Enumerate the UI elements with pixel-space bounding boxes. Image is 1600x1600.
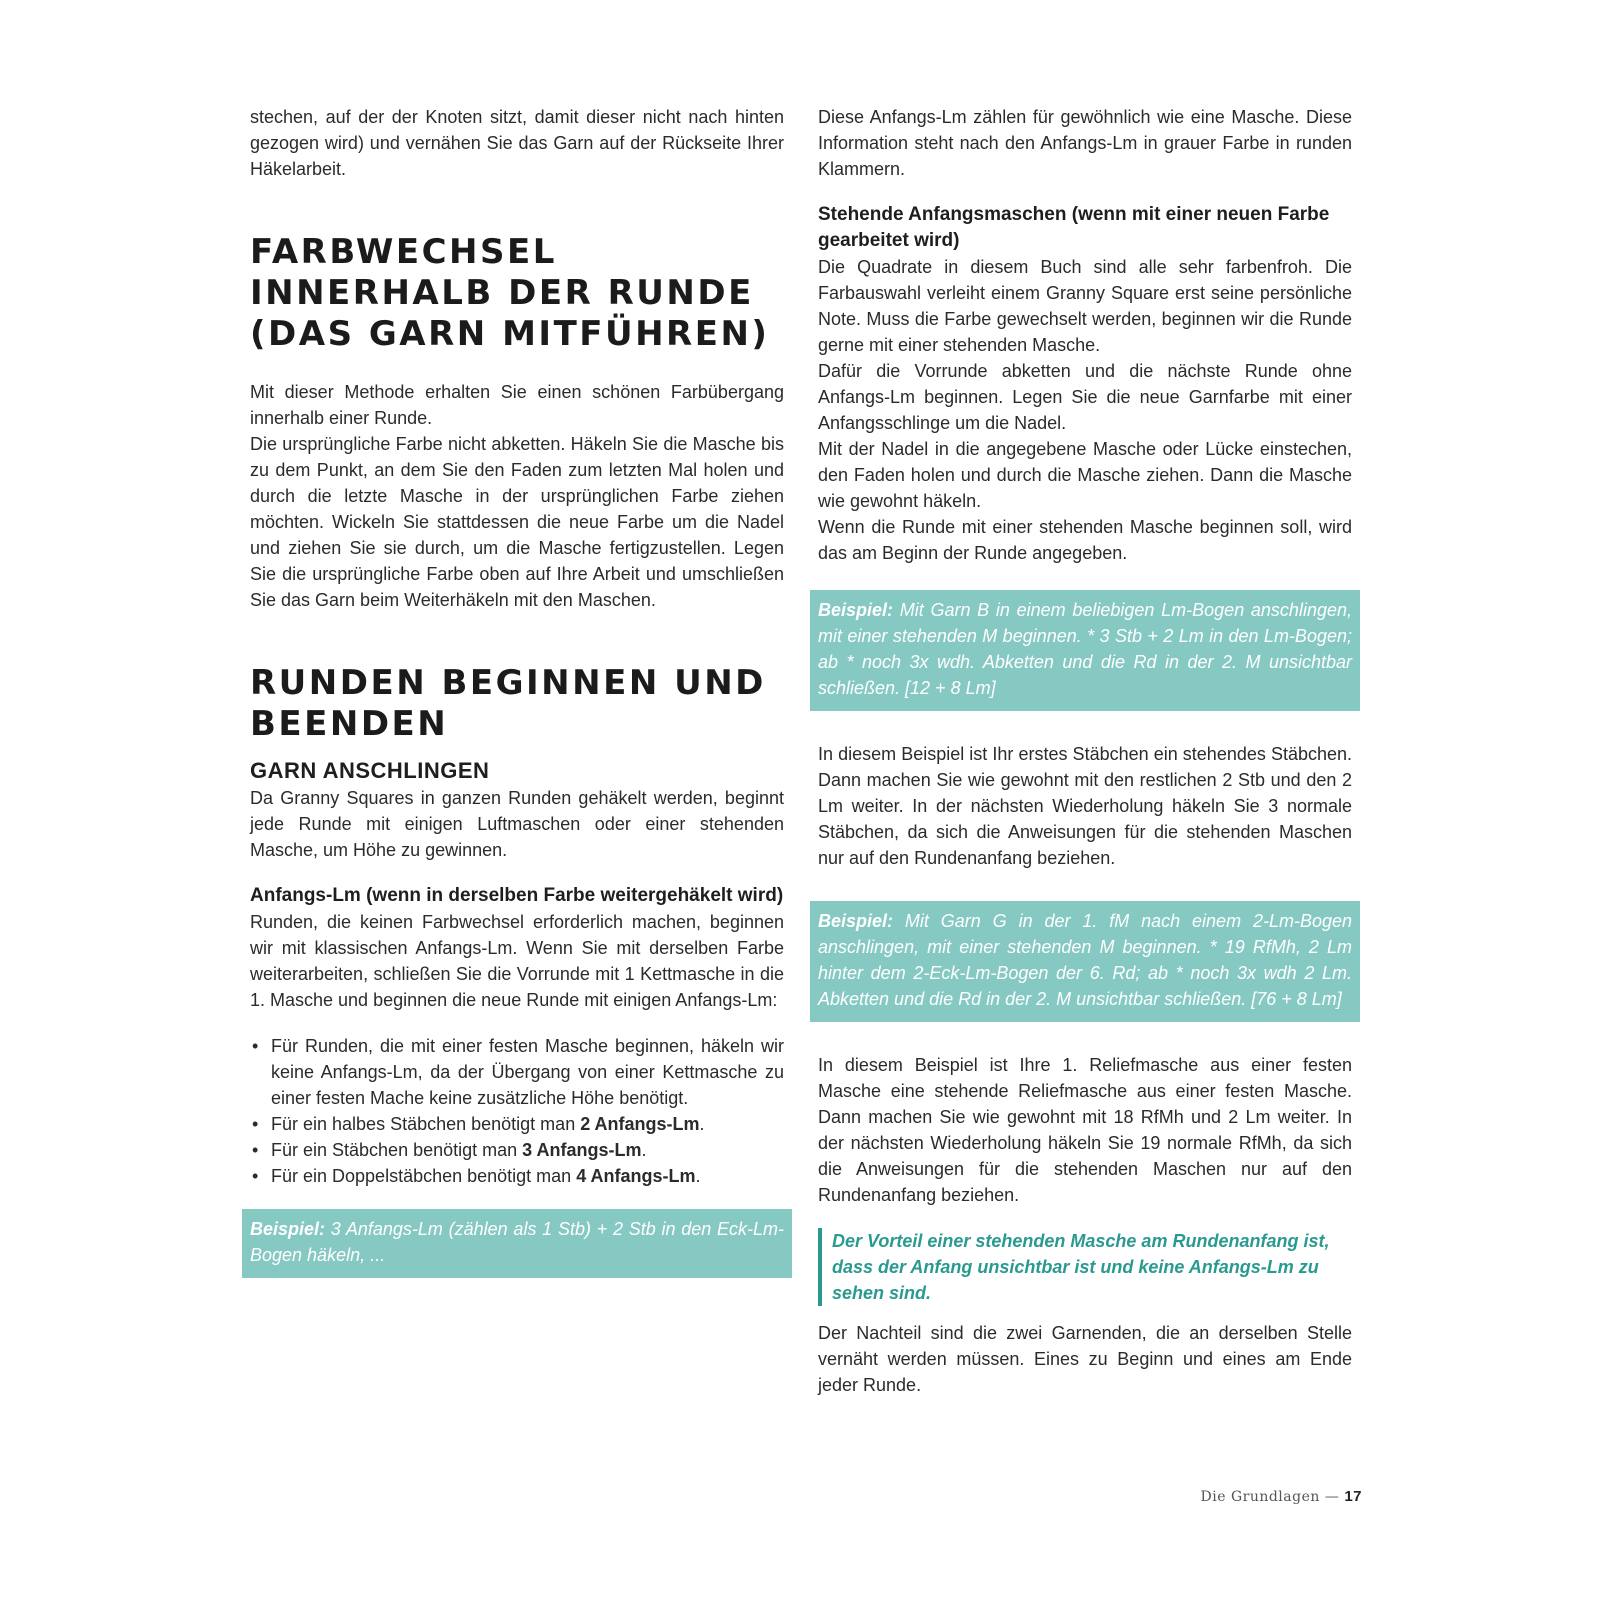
- bullet-bold-text: 3 Anfangs-Lm: [522, 1140, 642, 1160]
- list-item: [250, 1137, 784, 1163]
- example-text: 3 Anfangs-Lm (zählen als 1 Stb) + 2 Stb in den Eck-Lm-Bogen häkeln, ...: [250, 1219, 784, 1265]
- bullet-text-end: .: [641, 1140, 647, 1160]
- stehende-paragraph-1: Die Quadrate in diesem Buch sind alle sehr farbenfroh. Die Farbauswahl verleiht einem Granny Square erst seine persönliche Note. Muss die Farbe gewechselt werden, beginnen wir die Runde gerne mit einer stehenden Masche.: [818, 257, 1352, 355]
- anfangs-lm-paragraph: Runden, die keinen Farbwechsel erforderlich machen, beginnen wir mit klassischen Anfangs-Lm. Wenn Sie mit derselben Farbe weiterarbeiten, schließen Sie die Vorrunde mit 1 Kettmasche in die 1. Masche und beginnen die neue Runde mit einigen Anfangs-Lm:: [250, 912, 784, 1010]
- left-column: [250, 104, 784, 1278]
- example-box-2: [810, 901, 1360, 1022]
- stehende-paragraph-4: Wenn die Runde mit einer stehenden Masche beginnen soll, wird das am Beginn der Runde angegeben.: [818, 517, 1352, 563]
- example-box-1: [810, 590, 1360, 711]
- heading-anfangs-lm: Anfangs-Lm (wenn in derselben Farbe weitergehäkelt wird): [250, 885, 784, 906]
- bullet-bold-text: 2 Anfangs-Lm: [580, 1114, 700, 1134]
- bullet-dot: •: [252, 1114, 259, 1134]
- bullet-list: [250, 1033, 784, 1189]
- bullet-text: Für ein Stäbchen benötigt man: [271, 1140, 523, 1160]
- example-label: Beispiel:: [818, 600, 894, 620]
- farbwechsel-paragraph-2: Die ursprüngliche Farbe nicht abketten. Häkeln Sie die Masche bis zu dem Punkt, an dem Sie den Faden zum letzten Mal holen und durch die letzte Masche in der ursprünglichen Farbe ziehen möchten. Wickeln Sie stattdessen die neue Farbe um die Nadel und ziehen Sie sie durch, um die Masche fertigzustellen. Legen Sie die ursprüngliche Farbe oben auf Ihre Arbeit und umschließen Sie das Garn beim Weiterhäkeln mit den Maschen.: [250, 434, 784, 610]
- example-box-left: [242, 1209, 792, 1278]
- right-column: [818, 104, 1352, 1398]
- chapter-name: Die Grundlagen —: [1200, 1489, 1340, 1505]
- bullet-text-end: .: [699, 1114, 705, 1134]
- bullet-text: Für ein Doppelstäbchen benötigt man: [271, 1166, 577, 1186]
- example-text: Mit Garn B in einem beliebigen Lm-Bogen anschlingen, mit einer stehenden M beginnen. * 3 Stb + 2 Lm in den Lm-Bogen; ab * noch 3x wdh. Abketten und die Rd in der 2. M unsichtbar schließen. [12 + 8 Lm]: [818, 600, 1352, 698]
- bullet-dot: •: [252, 1166, 259, 1186]
- closing-paragraph: Der Nachteil sind die zwei Garnenden, die an derselben Stelle vernäht werden müssen. Eines zu Beginn und eines am Ende jeder Runde.: [818, 1323, 1352, 1395]
- bullet-text: Für ein halbes Stäbchen benötigt man: [271, 1114, 581, 1134]
- example-label: Beispiel:: [250, 1219, 326, 1239]
- bullet-bold-text: 4 Anfangs-Lm: [576, 1166, 696, 1186]
- left-intro-paragraph: stechen, auf der der Knoten sitzt, damit dieser nicht nach hinten gezogen wird) und vernähen Sie das Garn auf der Rückseite Ihrer Häkelarbeit.: [250, 107, 784, 179]
- bullet-text-end: .: [695, 1166, 701, 1186]
- right-intro-paragraph: Diese Anfangs-Lm zählen für gewöhnlich wie eine Masche. Diese Information steht nach den Anfangs-Lm in grauer Farbe in runden Klammern.: [818, 107, 1352, 179]
- section-title-farbwechsel: FARBWECHSEL INNERHALB DER RUNDE (DAS GARN MITFÜHREN): [250, 232, 770, 354]
- pull-quote: Der Vorteil einer stehenden Masche am Rundenanfang ist, dass der Anfang unsichtbar ist und keine Anfangs-Lm zu sehen sind.: [818, 1228, 1352, 1306]
- example-label: Beispiel:: [818, 911, 894, 931]
- bullet-dot: •: [252, 1036, 259, 1056]
- example-text: Mit Garn G in der 1. fM nach einem 2-Lm-Bogen anschlingen, mit einer stehenden M beginnen. * 19 RfMh, 2 Lm hinter dem 2-Eck-Lm-Bogen der 6. Rd; ab * noch 3x wdh 2 Lm. Abketten und die Rd in der 2. M unsichtbar schließen. [76 + 8 Lm]: [818, 911, 1352, 1009]
- bullet-dot: •: [252, 1140, 259, 1160]
- list-item: [250, 1033, 784, 1111]
- farbwechsel-paragraph-1: Mit dieser Methode erhalten Sie einen schönen Farbübergang innerhalb einer Runde.: [250, 382, 784, 428]
- garn-anschlingen-paragraph: Da Granny Squares in ganzen Runden gehäkelt werden, beginnt jede Runde mit einigen Luftmaschen oder einer stehenden Masche, um Höhe zu gewinnen.: [250, 788, 784, 860]
- page-number: 17: [1344, 1488, 1362, 1505]
- after-example-1-paragraph: In diesem Beispiel ist Ihr erstes Stäbchen ein stehendes Stäbchen. Dann machen Sie wie gewohnt mit den restlichen 2 Stb und den 2 Lm weiter. In der nächsten Wiederholung häkeln Sie 3 normale Stäbchen, da sich die Anweisungen für die stehenden Maschen nur auf den Rundenanfang beziehen.: [818, 744, 1352, 868]
- list-item: [250, 1163, 784, 1189]
- stehende-paragraph-3: Mit der Nadel in die angegebene Masche oder Lücke einstechen, den Faden holen und durch die Masche ziehen. Dann die Masche wie gewohnt häkeln.: [818, 439, 1352, 511]
- section-title-runden: RUNDEN BEGINNEN UND BEENDEN: [250, 663, 766, 744]
- page-footer: [1201, 1488, 1363, 1505]
- stehende-paragraph-2: Dafür die Vorrunde abketten und die nächste Runde ohne Anfangs-Lm beginnen. Legen Sie die neue Garnfarbe mit einer Anfangsschlinge um die Nadel.: [818, 361, 1352, 433]
- subsection-title-garn-anschlingen: GARN ANSCHLINGEN: [250, 758, 490, 783]
- bullet-text: Für Runden, die mit einer festen Masche beginnen, häkeln wir keine Anfangs-Lm, da der Übergang von einer Kettmasche zu einer festen Mache keine zusätzliche Höhe benötigt.: [271, 1036, 784, 1108]
- after-example-2-paragraph: In diesem Beispiel ist Ihre 1. Reliefmasche aus einer festen Masche eine stehende Reliefmasche aus einer festen Masche. Dann machen Sie wie gewohnt mit 18 RfMh und 2 Lm weiter. In der nächsten Wiederholung häkeln Sie 19 normale RfMh, da sich die Anweisungen für die stehenden Maschen nur auf den Rundenanfang beziehen.: [818, 1055, 1352, 1205]
- heading-stehende-anfangsmaschen: Stehende Anfangsmaschen (wenn mit einer neuen Farbe gearbeitet wird): [818, 204, 1330, 251]
- list-item: [250, 1111, 784, 1137]
